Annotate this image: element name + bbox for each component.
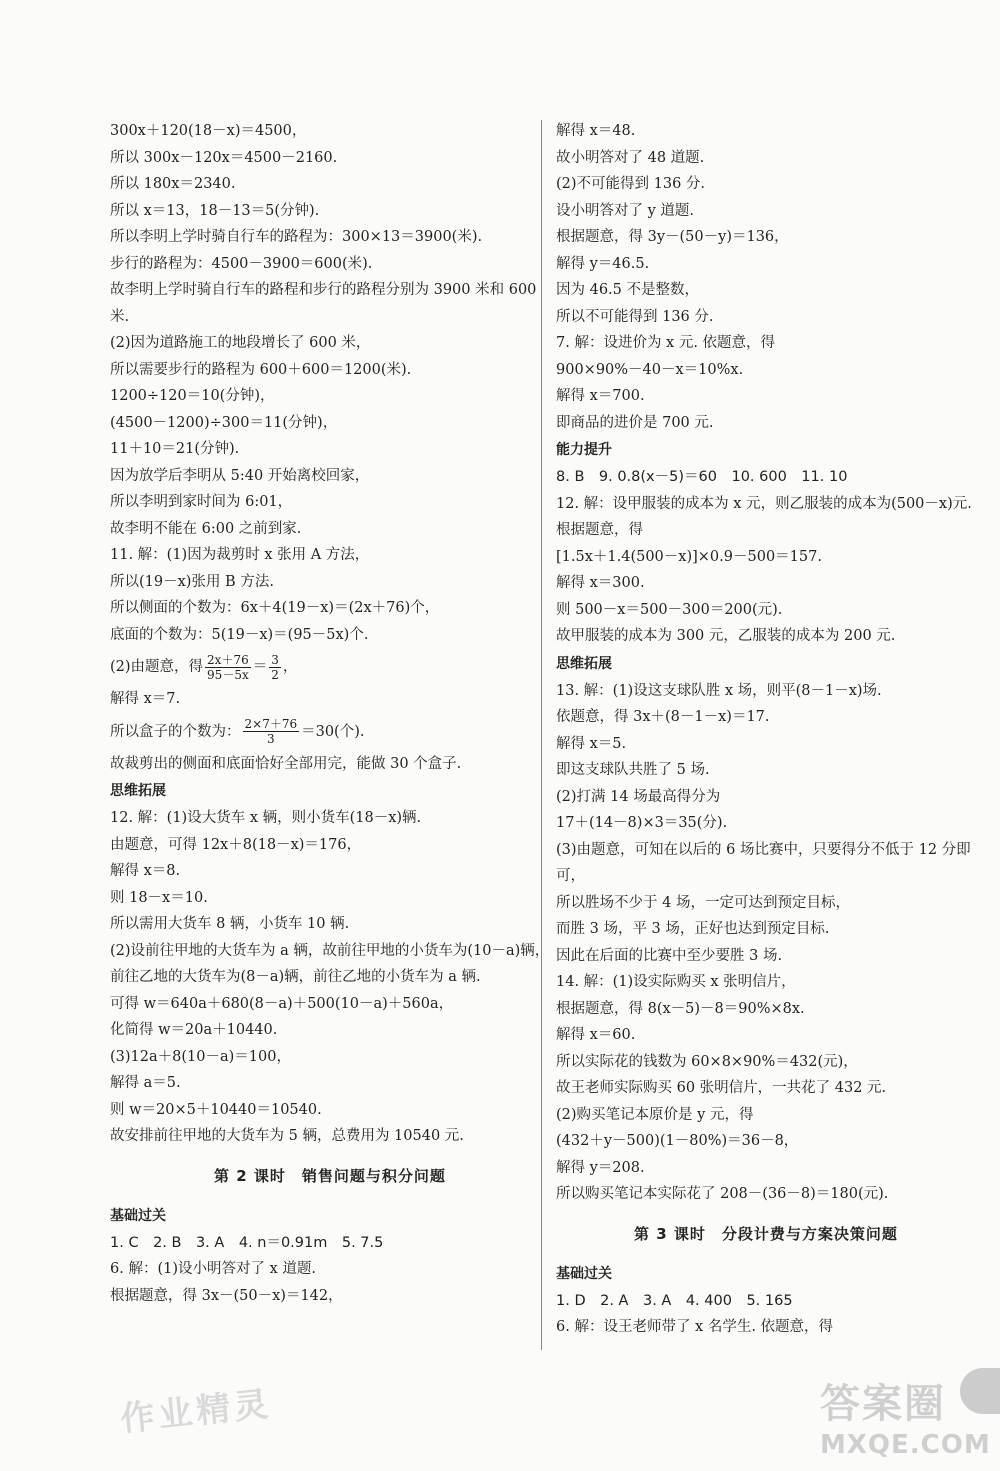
text-line: (3)12a＋8(10－a)＝100， [110,1048,291,1065]
page-number-tab [960,1368,1000,1414]
fraction [269,653,281,682]
text-line: 设小明答对了 y 道题. [556,202,695,219]
text-line: 13. 解：(1)设这支球队胜 x 场，则平(8－1－x)场. [556,682,882,699]
text-line: 所以胜场不少于 4 场，一定可达到预定目标， [556,894,850,911]
text-line: 所以不可能得到 136 分. [556,308,714,325]
text-span: ＝ [252,659,268,675]
text-line: 11＋10＝21(分钟). [110,441,240,457]
text-line: (4500－1200)÷300＝11(分钟)， [110,414,338,431]
fraction-line [110,648,550,686]
text-line: 所以 x＝13，18－13＝5(分钟). [110,202,320,219]
fraction [205,653,251,682]
right-column [556,118,976,1341]
text-line: (432＋y－500)(1－80%)＝36－8， [556,1133,799,1149]
text-line: 则 500－x＝500－300＝200(元). [556,601,783,618]
subsection-heading: 思维拓展 [110,783,166,799]
text-line: 故甲服装的成本为 300 元，乙服装的成本为 200 元. [556,628,896,644]
left-column [110,118,550,1309]
answer-line: 1. C 2. B 3. A 4. n＝0.91m 5. 7.5 [110,1234,384,1251]
text-line: 所以需用大货车 8 辆，小货车 10 辆. [110,916,350,932]
text-line: 解得 x＝60. [556,1027,636,1043]
text-line: 所以李明到家时间为 6:01， [110,494,293,510]
text-line: 解得 x＝7. [110,691,181,707]
text-line: 解得 x＝300. [556,575,645,591]
text-line: 因为 46.5 不是整数， [556,282,700,298]
text-line: 即商品的进价是 700 元. [556,414,714,431]
text-line: 1200÷120＝10(分钟)， [110,388,275,404]
text-line: (2)购买笔记本原价是 y 元，得 [556,1106,754,1123]
text-line: 化简得 w＝20a＋10440. [110,1022,278,1038]
text-line: 所以 180x＝2340. [110,176,236,192]
text-line: 900×90%－40－x＝10%x. [556,361,744,378]
text-line: 17＋(14－8)×3＝35(分). [556,815,728,831]
text-line: (2)不可能得到 136 分. [556,176,706,192]
text-line: 根据题意，得 8(x－5)－8＝90%×8x. [556,1000,805,1017]
text-span: 所以盒子的个数为： [110,723,241,740]
subsection-heading: 能力提升 [556,442,612,458]
text-line: 解得 y＝46.5. [556,255,650,272]
text-line: 所以需要步行的路程为 600＋600＝1200(米). [110,361,412,378]
text-line: 则 w＝20×5＋10440＝10540. [110,1101,322,1118]
text-line: 所以(19－x)张用 B 方法. [110,573,274,590]
text-line: 故王老师实际购买 60 张明信片，一共花了 432 元. [556,1080,887,1096]
text-span: ＝30(个). [301,723,365,740]
text-line: 故裁剪出的侧面和底面恰好全部用完，能做 30 个盒子. [110,755,462,772]
text-line: 12. 解：(1)设大货车 x 辆，则小货车(18－x)辆. [110,810,422,826]
text-line: 底面的个数为：5(19－x)＝(95－5x)个. [110,626,369,643]
answer-line: 8. B 9. 0.8(x－5)＝60 10. 600 11. 10 [556,469,848,485]
text-line: 所以侧面的个数为：6x＋4(19－x)＝(2x＋76)个， [110,600,440,616]
text-line: (2)因为道路施工的地段增长了 600 米， [110,335,371,351]
text-line: 解得 a＝5. [110,1075,181,1091]
text-line: 所以购买笔记本实际花了 208－(36－8)＝180(元). [556,1186,889,1202]
text-line: 14. 解：(1)设实际购买 x 张明信片， [556,974,796,990]
text-line: 则 18－x＝10. [110,889,208,906]
watermark-logo: 答案圈 [820,1381,946,1427]
text-line: 而胜 3 场，平 3 场，正好也达到预定目标. [556,921,830,937]
watermark-logo: 作业精灵 [118,1384,275,1440]
text-line: (2)设前往甲地的大货车为 a 辆，故前往甲地的小货车为(10－a)辆，前往乙地的大货车为(8－a)辆，前往乙地的小货车为 a 辆. [110,942,550,985]
watermark-url: MXQE.COM [820,1430,991,1460]
text-line: 因此在后面的比赛中至少要胜 3 场. [556,947,783,964]
text-line: 300x＋120(18－x)＝4500， [110,123,307,139]
text-line: 根据题意，得 3y－(50－y)＝136， [556,229,789,245]
denominator: 95－5x [207,667,249,682]
section-title: 第 3 课时 分段计费与方案决策问题 [634,1224,898,1243]
text-line: 故李明不能在 6:00 之前到家. [110,520,302,537]
text-line: 可得 w＝640a＋680(8－a)＋500(10－a)＋560a， [110,995,454,1012]
text-line: 11. 解：(1)因为裁剪时 x 张用 A 方法， [110,547,370,563]
text-line: 由题意，可得 12x＋8(18－x)＝176， [110,836,362,853]
text-line: 所以 300x－120x＝4500－2160. [110,149,338,166]
text-line: 故李明上学时骑自行车的路程和步行的路程分别为 3900 米和 600 米. [110,282,537,325]
text-line: [1.5x＋1.4(500－x)]×0.9－500＝157. [556,548,822,565]
numerator: 2×7＋76 [244,717,298,731]
denominator: 3 [266,732,275,746]
text-line: (2)打满 14 场最高得分为 [556,788,721,805]
text-line: (3)由题意，可知在以后的 6 场比赛中，只要得分不低于 12 分即可， [556,841,971,884]
fraction [243,717,300,746]
text-line: 解得 x＝700. [556,388,645,404]
text-line: 7. 解：设进价为 x 元. 依题意，得 [556,335,776,351]
text-line: 6. 解：设王老师带了 x 名学生. 依题意，得 [556,1319,834,1335]
section-title: 第 2 课时 销售问题与积分问题 [214,1166,446,1185]
text-span: ， [282,659,298,675]
text-line: 解得 y＝208. [556,1159,645,1176]
text-line: 故安排前往甲地的大货车为 5 辆，总费用为 10540 元. [110,1128,464,1144]
text-line: 根据题意，得 3x－(50－x)＝142， [110,1287,343,1304]
text-line: 12. 解：设甲服装的成本为 x 元，则乙服装的成本为(500－x)元. 根据题意，得 [556,495,972,538]
text-line: 故小明答对了 48 道题. [556,149,705,166]
text-line: 解得 x＝8. [110,863,181,879]
answer-line: 1. D 2. A 3. A 4. 400 5. 165 [556,1292,793,1309]
text-line: 因为放学后李明从 5:40 开始离校回家， [110,467,370,484]
text-line: 6. 解：(1)设小明答对了 x 道题. [110,1261,316,1277]
fraction-line [110,713,550,751]
numerator: 3 [271,652,279,667]
subsection-heading: 基础过关 [110,1207,166,1224]
text-line: 所以实际花的钱数为 60×8×90%＝432(元)， [556,1053,858,1070]
text-line: 解得 x＝48. [556,123,636,139]
denominator: 2 [271,667,279,682]
numerator: 2x＋76 [207,652,249,667]
text-line: 依题意，得 3x＋(8－1－x)＝17. [556,709,770,725]
text-span: (2)由题意，得 [110,659,204,675]
subsection-heading: 基础过关 [556,1265,612,1282]
text-line: 解得 x＝5. [556,735,627,752]
text-line: 步行的路程为：4500－3900＝600(米). [110,255,373,272]
subsection-heading: 思维拓展 [556,655,612,672]
text-line: 即这支球队共胜了 5 场. [556,762,710,778]
text-line: 所以李明上学时骑自行车的路程为：300×13＝3900(米). [110,229,483,245]
